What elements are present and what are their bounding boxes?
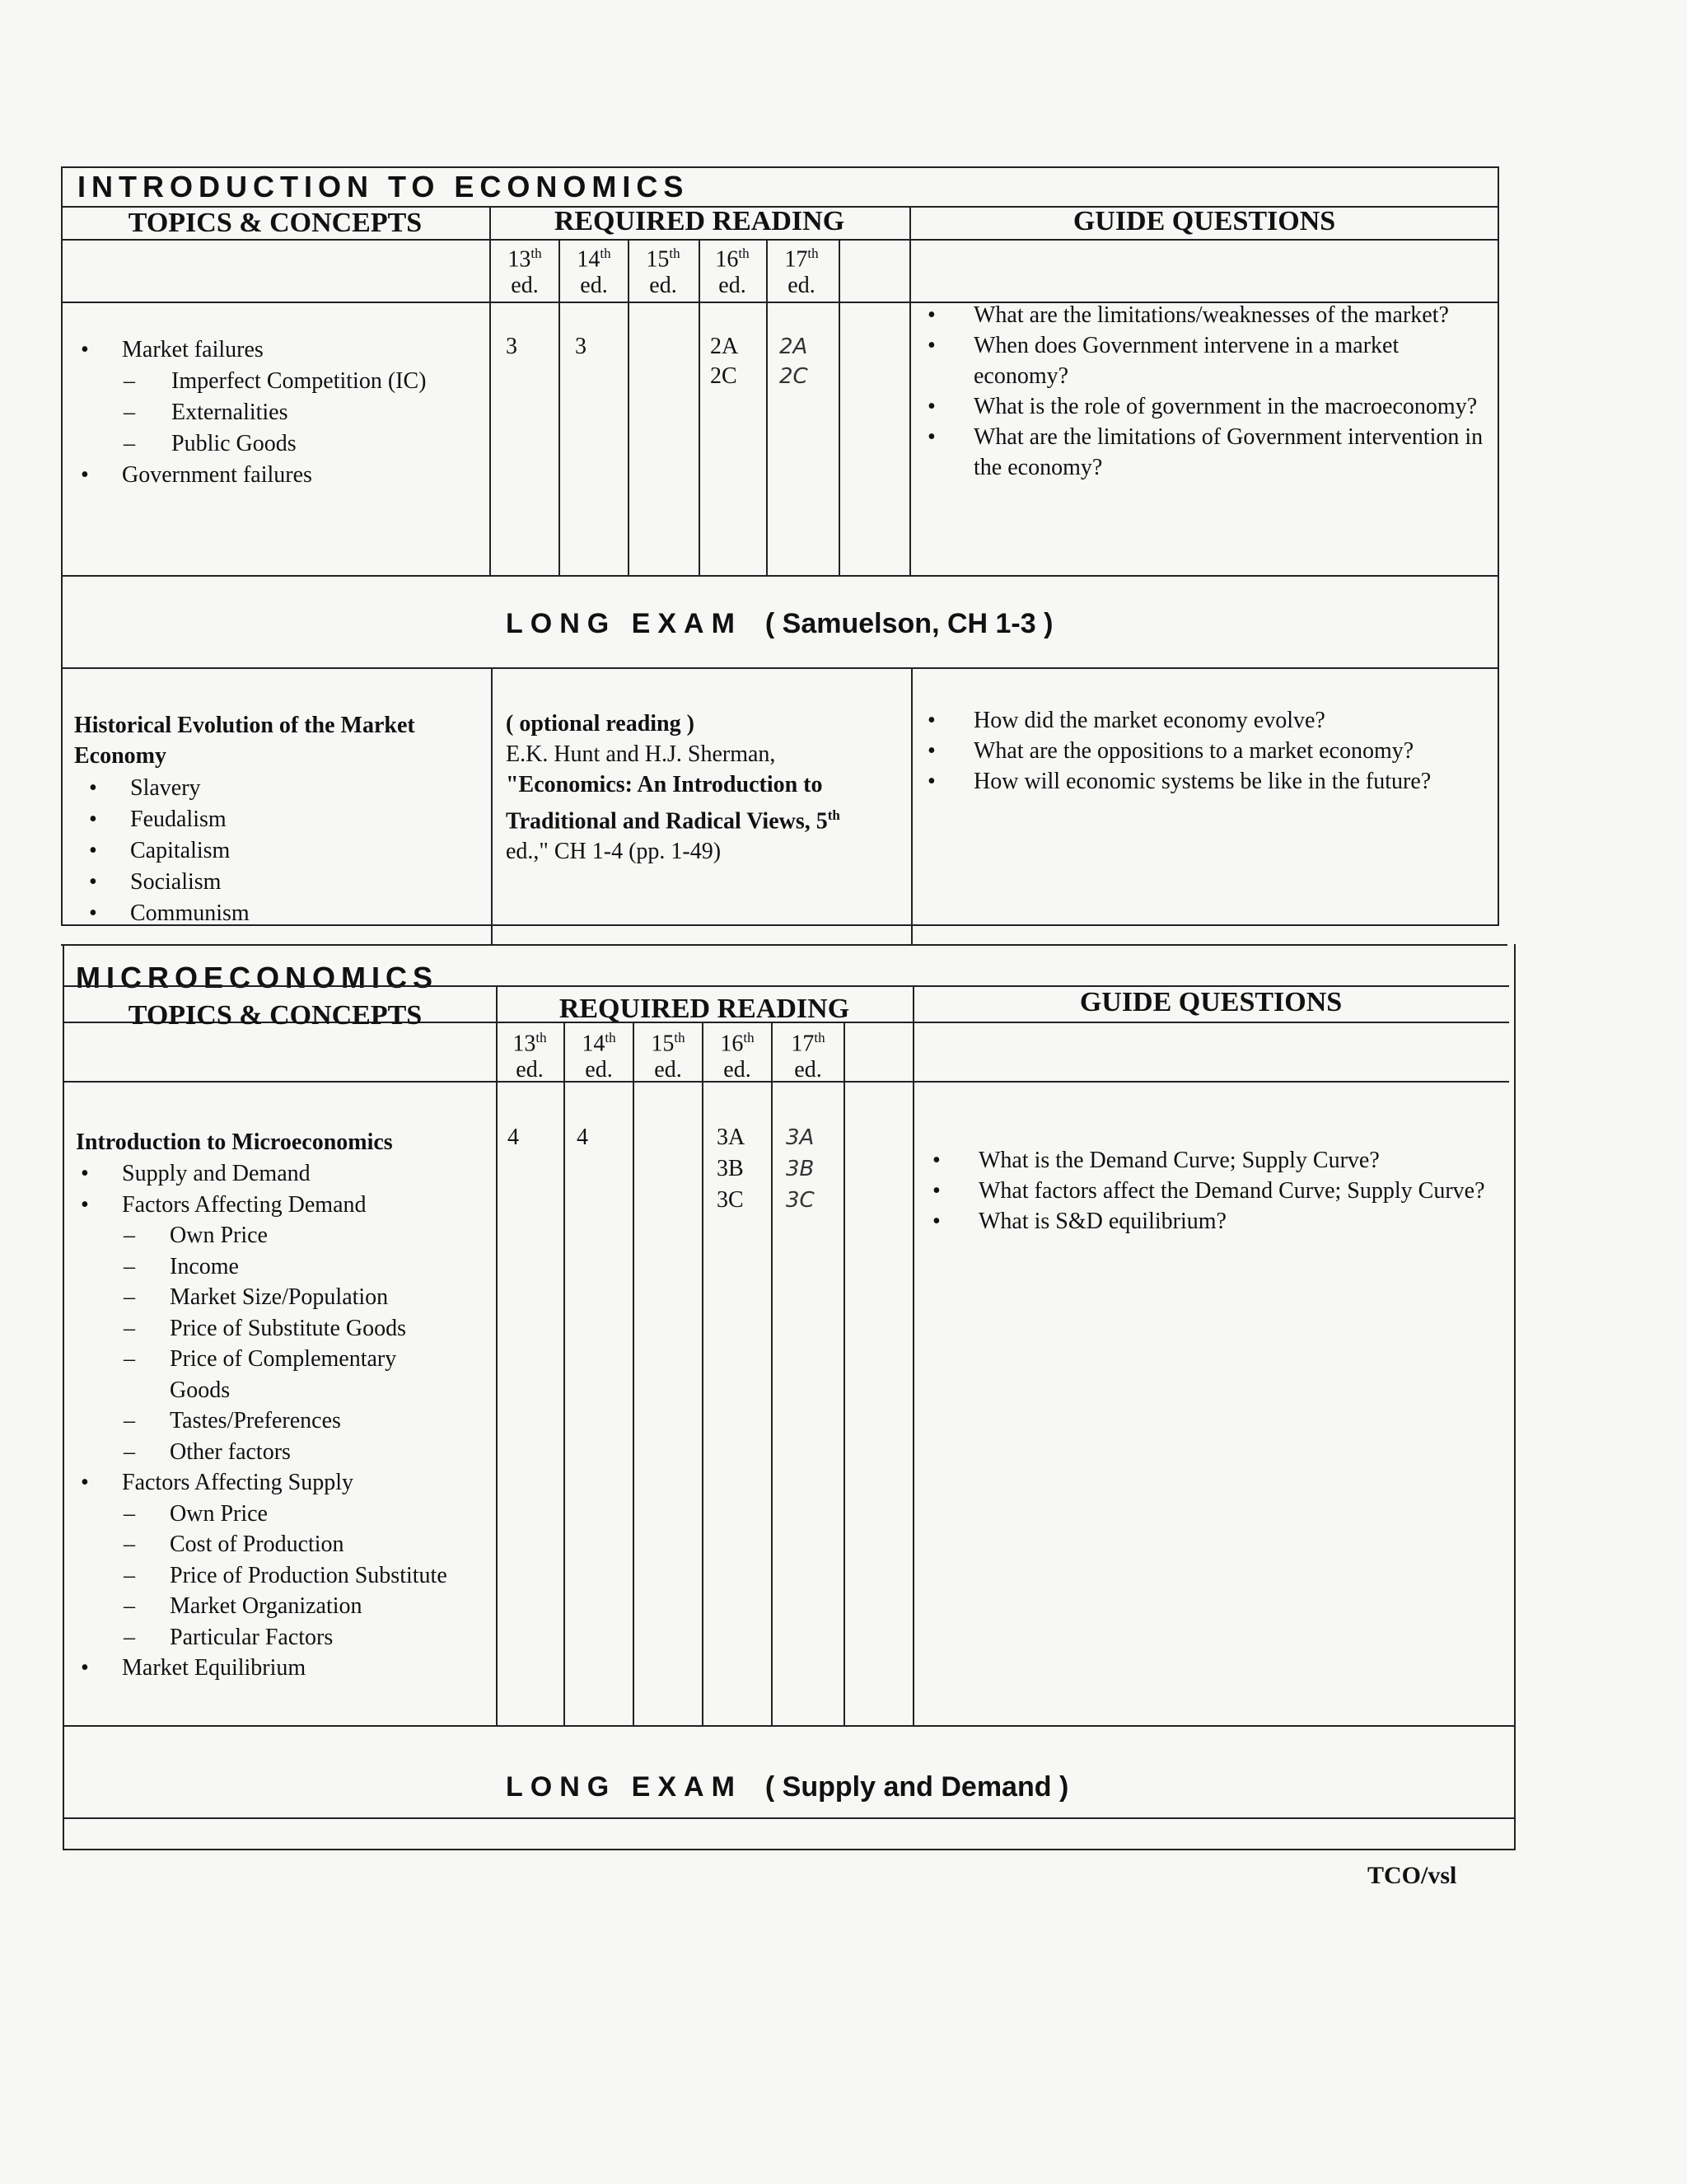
reading-14th: 4	[577, 1125, 588, 1150]
handwritten-reading-17th: 2A	[779, 334, 808, 359]
list-item: – Price of Production Substitute	[124, 1562, 447, 1588]
list-item: • What is the Demand Curve; Supply Curve?	[932, 1148, 1380, 1173]
questions-header: GUIDE QUESTIONS	[1072, 206, 1336, 236]
list-item: – Market Organization	[124, 1593, 362, 1619]
reading-16th: 3C	[717, 1187, 744, 1213]
divider	[63, 1725, 1516, 1727]
list-item: – Other factors	[124, 1438, 291, 1465]
microeconomics-topics	[72, 1158, 494, 1684]
list-item: – Externalities	[124, 400, 288, 425]
list-item: • Factors Affecting Supply	[81, 1470, 354, 1495]
economic-systems-list	[81, 773, 476, 929]
list-item: • How did the market economy evolve?	[928, 708, 1325, 733]
divider	[628, 239, 629, 575]
author-initials: TCO/vsl	[1367, 1862, 1457, 1889]
edition-header: 14th ed.	[582, 1030, 616, 1083]
reading-16th: 2C	[710, 363, 737, 389]
reading-header: REQUIRED READING	[558, 994, 850, 1024]
list-item: • How will economic systems be like in the future?	[928, 769, 1432, 794]
topics-header: TOPICS & CONCEPTS	[128, 208, 423, 238]
edition-header: 13th ed.	[512, 1030, 547, 1083]
reading-16th: 2A	[710, 334, 739, 359]
list-item: • What are the limitations of Government intervention in the economy?	[928, 424, 1484, 480]
list-item: • When does Government intervene in a market economy?	[928, 333, 1400, 389]
list-item: – Price of Complementary	[124, 1346, 397, 1372]
list-item: • Capitalism	[89, 838, 231, 863]
divider	[766, 239, 768, 575]
list-item: – Cost of Production	[124, 1532, 344, 1557]
list-item: – Own Price	[124, 1223, 268, 1248]
edition-header: 15th ed.	[646, 246, 680, 299]
list-item: – Market Size/Population	[124, 1284, 389, 1310]
guide-questions-list	[911, 705, 1496, 797]
list-item: – Own Price	[124, 1500, 268, 1527]
list-item: • Feudalism	[89, 807, 227, 832]
list-item: Goods	[170, 1377, 231, 1403]
guide-questions-list	[911, 300, 1488, 483]
divider	[633, 1022, 634, 1725]
handwritten-reading-17th: 3C	[786, 1188, 815, 1213]
list-item: • What is S&D equilibrium?	[932, 1209, 1227, 1234]
list-item: • Slavery	[89, 775, 201, 801]
divider	[563, 1022, 565, 1725]
divider	[61, 575, 1499, 577]
micro-section-title: MICROECONOMICS	[76, 961, 438, 994]
list-item: – Public Goods	[124, 431, 297, 456]
market-failures-topics	[72, 334, 484, 491]
list-item: • Socialism	[89, 869, 222, 895]
list-item: – Income	[124, 1253, 239, 1279]
edition-header: 13th ed.	[507, 246, 542, 299]
edition-header: 14th ed.	[577, 246, 611, 299]
divider	[496, 985, 498, 1725]
reading-13th: 4	[507, 1125, 519, 1150]
list-item: – Imperfect Competition (IC)	[124, 368, 427, 394]
handwritten-reading-17th: 3A	[786, 1125, 815, 1150]
intro-section-title: INTRODUCTION TO ECONOMICS	[77, 170, 689, 203]
divider	[913, 985, 914, 1725]
edition-header: 16th ed.	[720, 1030, 755, 1083]
list-item: • Factors Affecting Demand	[81, 1191, 367, 1218]
reading-16th: 3A	[717, 1125, 745, 1150]
divider	[771, 1022, 773, 1725]
list-item: • Market failures	[81, 337, 264, 362]
list-item: • Market Equilibrium	[81, 1655, 306, 1681]
long-exam-banner: LONG EXAM ( Supply and Demand )	[506, 1771, 1069, 1803]
divider	[558, 239, 560, 575]
list-item: • What factors affect the Demand Curve; Supply Curve?	[932, 1178, 1485, 1204]
guide-questions-list	[916, 1145, 1493, 1237]
edition-header: 17th ed.	[791, 1030, 825, 1083]
list-item: – Tastes/Preferences	[124, 1408, 341, 1433]
topic-title: Historical Evolution of the Market Economy	[74, 713, 415, 769]
topics-header: TOPICS & CONCEPTS	[128, 1000, 423, 1031]
long-exam-banner: LONG EXAM ( Samuelson, CH 1-3 )	[506, 608, 1054, 639]
edition-header: 15th ed.	[651, 1030, 685, 1083]
divider	[489, 206, 491, 575]
handwritten-reading-17th: 3B	[786, 1157, 815, 1181]
topic-title: Introduction to Microeconomics	[76, 1129, 393, 1155]
divider	[63, 1817, 1516, 1819]
divider	[61, 667, 1499, 669]
divider	[702, 1022, 703, 1725]
list-item: – Particular Factors	[124, 1624, 334, 1650]
edition-header: 17th ed.	[784, 246, 819, 299]
divider	[839, 239, 840, 575]
reading-header: REQUIRED READING	[554, 206, 845, 236]
list-item: • What are the oppositions to a market economy?	[928, 738, 1414, 764]
list-item: • Supply and Demand	[81, 1161, 311, 1186]
divider	[491, 667, 493, 944]
reading-13th: 3	[506, 334, 517, 359]
list-item: • What are the limitations/weaknesses of the market?	[928, 302, 1449, 328]
questions-header: GUIDE QUESTIONS	[1079, 987, 1343, 1017]
list-item: • What is the role of government in the macroeconomy?	[928, 394, 1478, 419]
optional-reading: ( optional reading ) E.K. Hunt and H.J. Sherman, "Economics: An Introduction to Traditional and Radical Views, 5th ed.," CH 1-4 (pp. 1-49)	[506, 711, 840, 865]
reading-14th: 3	[575, 334, 586, 359]
divider	[844, 1022, 845, 1725]
list-item: • Government failures	[81, 462, 312, 488]
reading-16th: 3B	[717, 1156, 744, 1181]
list-item: • Communism	[89, 900, 250, 926]
handwritten-reading-17th: 2C	[779, 364, 808, 389]
list-item: – Price of Substitute Goods	[124, 1315, 406, 1341]
edition-header: 16th ed.	[715, 246, 750, 299]
